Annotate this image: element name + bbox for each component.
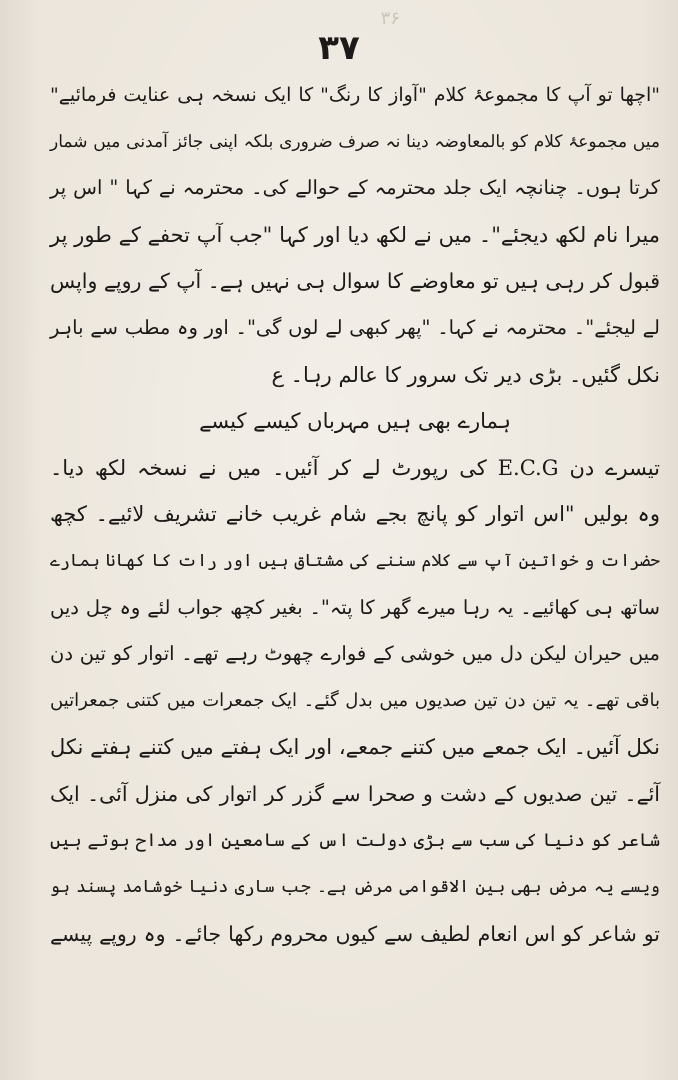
page-number: ۳۷ [318, 28, 360, 68]
text-line-2: میں مجموعۂ کلام کو بالمعاوضہ دینا نہ صرف ضروری بلکہ اپنی جائز آمدنی میں شمار [50, 131, 660, 152]
text-line-13: میں حیران لیکن دل میں خوشی کے فوارے چھوٹ رہے تھے۔ اتوار کو تین دن [50, 642, 660, 666]
text-line-5: قبول کر رہی ہیں تو معاوضے کا سوال ہی نہیں ہے۔ آپ کے روپے واپس [49, 269, 660, 294]
text-line-4: میرا نام لکھ دیجئے"۔ میں نے لکھ دیا اور کہا "جب آپ تحفے کے طور پر [50, 222, 660, 247]
verse-line: ہمارے بھی ہیں مہرباں کیسے کیسے [199, 409, 511, 434]
text-line-10: وہ بولیں "اس اتوار کو پانچ بجے شام غریب خانے تشریف لائیے۔ کچھ [50, 502, 660, 527]
body-text [50, 72, 660, 957]
text-line-19: تو شاعر کو اس انعام لطیف سے کیوں محروم رکھا جائے۔ وہ روپے پیسے [50, 921, 660, 946]
bleed-through-page-number: ۳۶ [380, 8, 400, 29]
text-line-11: حضرات و خواتین آپ سے کلام سننے کی مشتاق ہیں اور رات کا کھانا ہمارے [50, 550, 660, 571]
text-line-1: "اچھا تو آپ کا مجموعۂ کلام "آواز کا رنگ" کا ایک نسخہ ہی عنایت فرمائیے" [50, 84, 660, 106]
text-line-17: شاعر کو دنیا کی سب سے بڑی دولت اس کے سامعین اور مداح ہوتے ہیں [50, 829, 660, 851]
text-line-14: باقی تھے۔ یہ تین دن تین صدیوں میں بدل گئے۔ ایک جمعرات میں کتنی جمعراتیں [50, 689, 660, 711]
text-line-3: کرتا ہوں۔ چنانچہ ایک جلد محترمہ کے حوالے کی۔ محترمہ نے کہا " اس پر [50, 176, 660, 200]
text-line-7: نکل گئیں۔ بڑی دیر تک سرور کا عالم رہا۔ ع [271, 362, 660, 387]
text-line-9: تیسرے دن E.C.G کی رپورٹ لے کر آئیں۔ میں نے نسخہ لکھ دیا۔ [50, 455, 660, 480]
text-line-18: ویسے یہ مرض بھی بین الاقوامی مرض ہے۔ جب ساری دنیا خوشامد پسند ہو [50, 877, 660, 898]
text-line-12: ساتھ ہی کھائیے۔ یہ رہا میرے گھر کا پتہ"۔ بغیر کچھ جواب لئے وہ چل دیں [50, 595, 660, 619]
text-line-6: لے لیجئے"۔ محترمہ نے کہا۔ "پھر کبھی لے لوں گی"۔ اور وہ مطب سے باہر [50, 315, 660, 339]
text-line-16: آئے۔ تین صدیوں کے دشت و صحرا سے گزر کر اتوار کی منزل آئی۔ ایک [50, 781, 660, 806]
text-line-15: نکل آئیں۔ ایک جمعے میں کتنے جمعے، اور ایک ہفتے میں کتنے ہفتے نکل [50, 735, 660, 760]
